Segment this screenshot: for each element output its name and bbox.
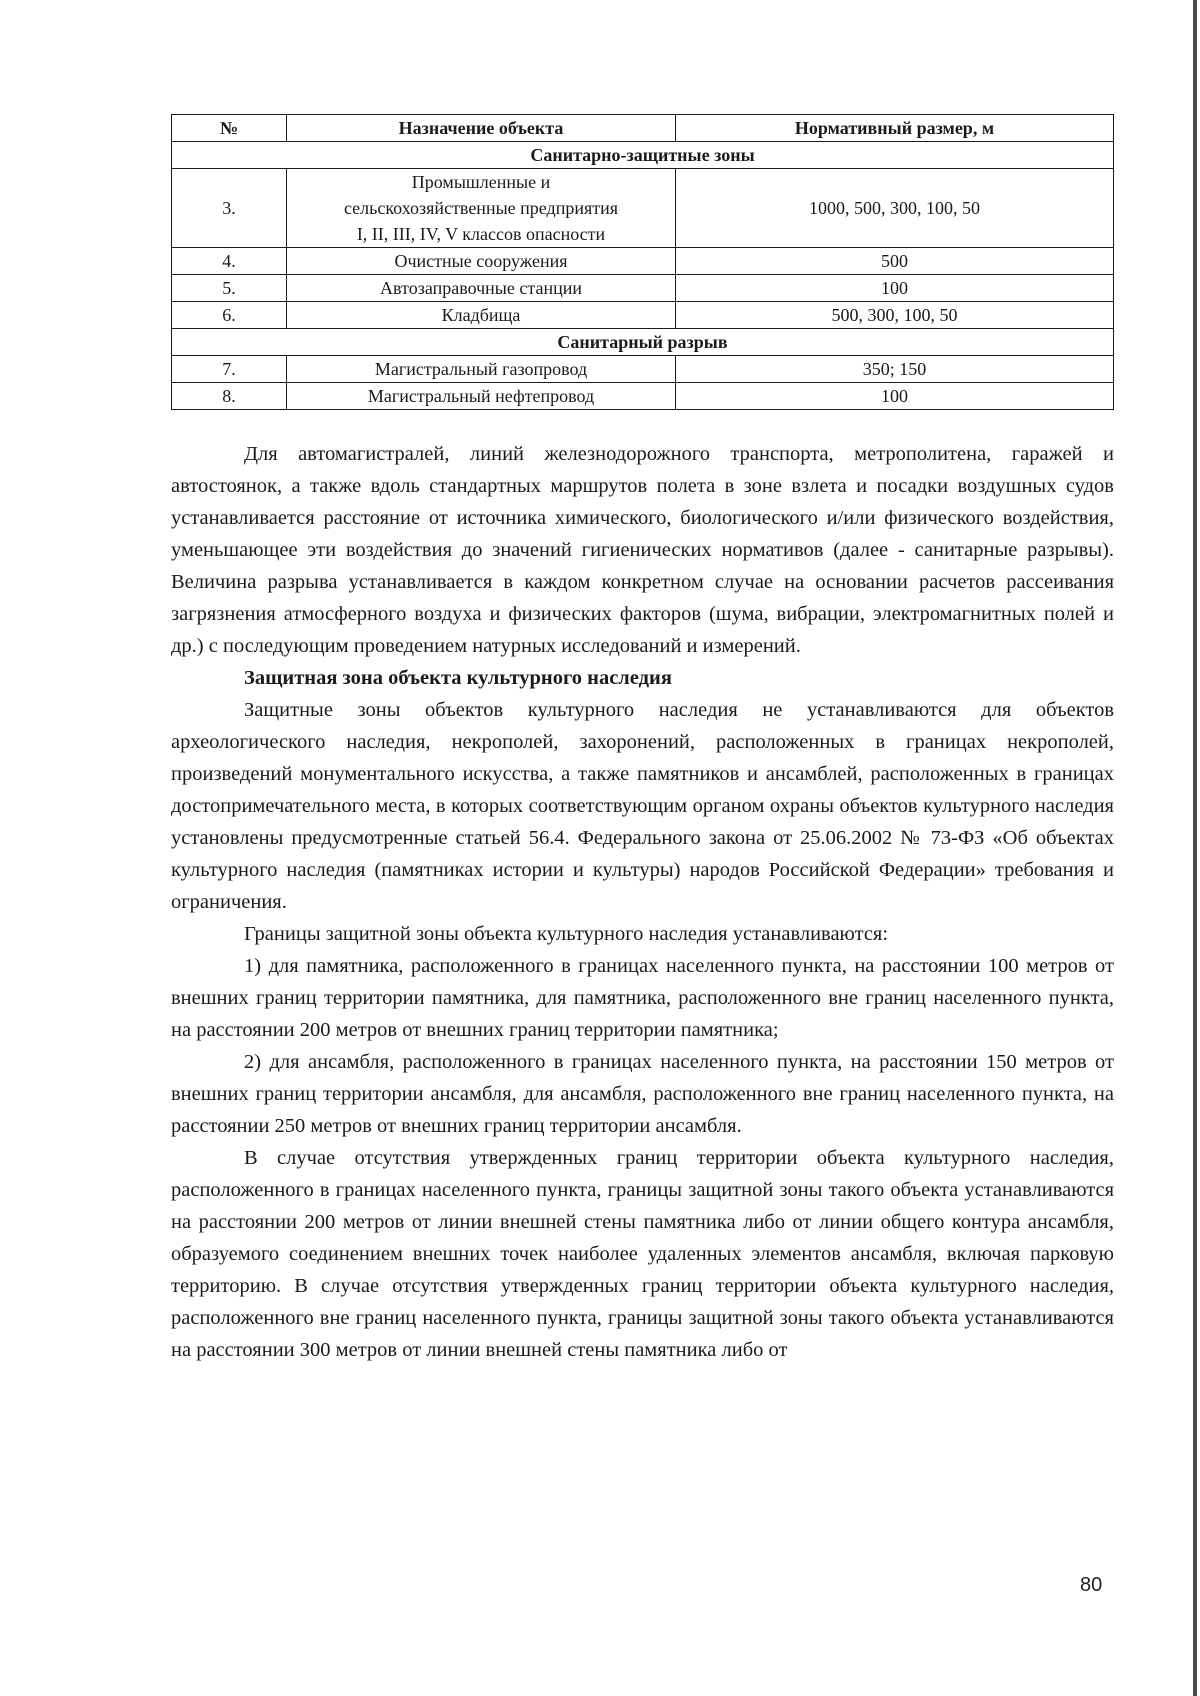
- paragraph-item-monument: 1) для памятника, расположенного в границах населенного пункта, на расстоянии 100 метров от внешних границ территории памятника, для памятника, расположенного вне границ населенного пункта, на расстоянии 200 метров от внешних границ территории памятника;: [171, 955, 1114, 1041]
- body-text: [171, 438, 1114, 1366]
- row-number: 4.: [172, 248, 287, 275]
- row-object-name-line: I, II, III, IV, V классов опасности: [356, 224, 606, 244]
- section-sanitary-gap: Санитарный разрыв: [172, 329, 1114, 356]
- page-number: 80: [1080, 1574, 1103, 1596]
- table-row: [172, 302, 1114, 329]
- row-object-name: Очистные сооружения: [287, 248, 676, 275]
- row-size: 100: [676, 383, 1114, 410]
- row-size: 350; 150: [676, 356, 1114, 383]
- table-row: [172, 275, 1114, 302]
- table-row: [172, 356, 1114, 383]
- table-row: [172, 169, 1114, 248]
- row-object-name: Магистральный нефтепровод: [287, 383, 676, 410]
- row-size: 500: [676, 248, 1114, 275]
- paragraph-no-approved-boundaries: В случае отсутствия утвержденных границ территории объекта культурного наследия, расположенного в границах населенного пункта, границы защитной зоны такого объекта устанавливаются на расстоянии 200 метров от линии внешней стены памятника либо от линии общего контура ансамбля, образуемого соединением внешних точек наиболее удаленных элементов ансамбля, включая парковую территорию. В случае отсутствия утвержденных границ территории объекта культурного наследия, расположенного вне границ населенного пункта, границы защитной зоны такого объекта устанавливаются на расстоянии 300 метров от линии внешней стены памятника либо от: [171, 1147, 1114, 1361]
- row-object-name: Магистральный газопровод: [287, 356, 676, 383]
- table-row: [172, 383, 1114, 410]
- row-number: 7.: [172, 356, 287, 383]
- section-sanitary-zones: Санитарно-защитные зоны: [172, 142, 1114, 169]
- page-content: [171, 114, 1114, 1366]
- row-size: 500, 300, 100, 50: [676, 302, 1114, 329]
- paragraph-sanitary-gaps: Для автомагистралей, линий железнодорожного транспорта, метрополитена, гаражей и автостоянок, а также вдоль стандартных маршрутов полета в зоне взлета и посадки воздушных судов устанавливается расстояние от источника химического, биологического и/или физического воздействия, уменьшающее эти воздействия до значений гигиенических нормативов (далее - санитарные разрывы). Величина разрыва устанавливается в каждом конкретном случае на основании расчетов рассеивания загрязнения атмосферного воздуха и физических факторов (шума, вибрации, электромагнитных полей и др.) с последующим проведением натурных исследований и измерений.: [171, 443, 1114, 657]
- row-object-name-line: сельскохозяйственные предприятия: [343, 198, 619, 218]
- paragraph-zone-boundaries: Границы защитной зоны объекта культурного наследия устанавливаются:: [244, 923, 889, 945]
- table-row: [172, 248, 1114, 275]
- header-normative-size: Нормативный размер, м: [676, 115, 1114, 142]
- paragraph-protective-zones: Защитные зоны объектов культурного наследия не устанавливаются для объектов археологического наследия, некрополей, захоронений, расположенных в границах некрополей, произведений монументального искусства, а также памятников и ансамблей, расположенных в границах достопримечательного места, в которых соответствующим органом охраны объектов культурного наследия установлены предусмотренные статьей 56.4. Федерального закона от 25.06.2002 № 73-ФЗ «Об объектах культурного наследия (памятниках истории и культуры) народов Российской Федерации» требования и ограничения.: [171, 699, 1114, 913]
- row-object-name: [287, 169, 676, 248]
- row-object-name: Автозаправочные станции: [287, 275, 676, 302]
- norms-table: [171, 114, 1114, 410]
- row-number: 3.: [172, 169, 287, 248]
- header-object-purpose: Назначение объекта: [287, 115, 676, 142]
- row-number: 8.: [172, 383, 287, 410]
- row-object-name-line: Промышленные и: [411, 172, 551, 192]
- row-size: 1000, 500, 300, 100, 50: [676, 169, 1114, 248]
- paragraph-item-ensemble: 2) для ансамбля, расположенного в границах населенного пункта, на расстоянии 150 метров от внешних границ территории ансамбля, для ансамбля, расположенного вне границ населенного пункта, на расстоянии 250 метров от внешних границ территории ансамбля.: [171, 1051, 1114, 1137]
- row-object-name: Кладбища: [287, 302, 676, 329]
- header-number: №: [172, 115, 287, 142]
- heading-cultural-heritage-zone: Защитная зона объекта культурного наследия: [244, 667, 672, 689]
- row-number: 6.: [172, 302, 287, 329]
- table-section-row: [172, 329, 1114, 356]
- row-size: 100: [676, 275, 1114, 302]
- row-number: 5.: [172, 275, 287, 302]
- table-section-row: [172, 142, 1114, 169]
- table-header-row: [172, 115, 1114, 142]
